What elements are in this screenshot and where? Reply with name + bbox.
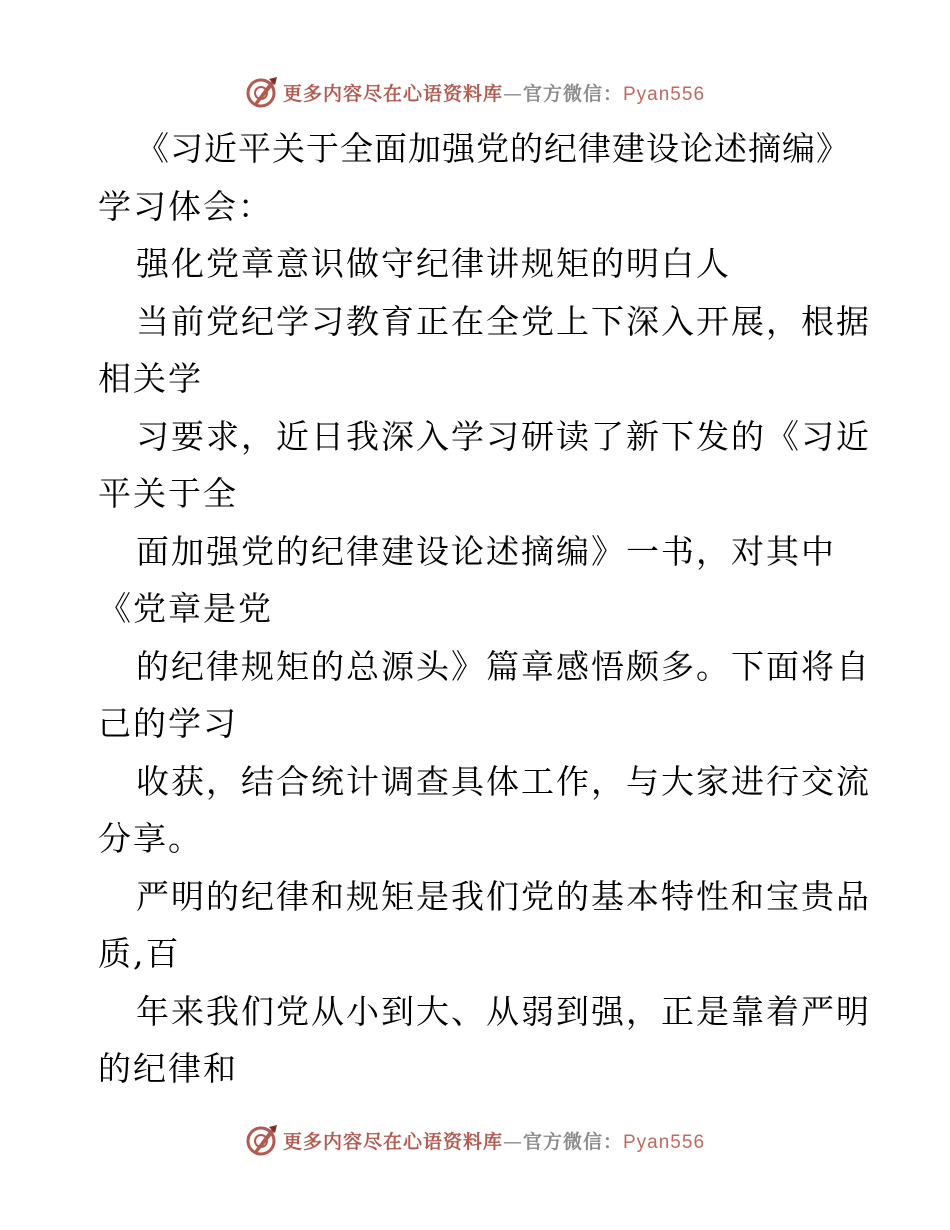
doc-line: 的纪律规矩的总源头》篇章感悟颇多。下面将自 [136,646,871,686]
doc-line: 习要求，近日我深入学习研读了新下发的《习近 [136,416,871,456]
doc-line: 平关于全 [98,474,238,513]
quill-logo-icon [245,1123,279,1157]
quill-logo-icon [245,75,279,109]
doc-line: 年来我们党从小到大、从弱到强，正是靠着严明 [136,991,871,1031]
footer-banner [0,1120,950,1160]
doc-line: 己的学习 [98,704,238,743]
footer-wechat-label: 官方微信： [522,1130,623,1153]
header-wechat-label: 官方微信： [522,82,623,105]
footer-prefix: 更多内容尽在心语资料库 [282,1130,503,1153]
header-dash: — [502,82,523,105]
doc-line: 相关学 [98,359,203,398]
doc-line-title-1: 《习近平关于全面加强党的纪律建设论述摘编》 [136,129,850,168]
doc-line: 严明的纪律和规矩是我们党的基本特性和宝贵品 [136,876,871,916]
doc-line-title-2: 学习体会： [98,186,273,226]
doc-line: 收获，结合统计调查具体工作，与大家进行交流 [136,761,871,801]
doc-line: 质,百 [98,934,181,973]
footer-wechat-id: Pyan556 [623,1131,706,1153]
doc-line: 的纪律和 [98,1049,238,1088]
doc-line: 面加强党的纪律建设论述摘编》一书，对其中 [136,531,836,571]
doc-line-subtitle: 强化党章意识做守纪律讲规矩的明白人 [136,244,731,283]
document-body [98,120,871,1098]
doc-line: 当前党纪学习教育正在全党上下深入开展，根据 [136,301,871,341]
footer-text [283,1127,705,1154]
footer-dash: — [502,1130,523,1153]
header-text [283,79,705,106]
header-prefix: 更多内容尽在心语资料库 [282,82,503,105]
doc-line: 分享。 [98,819,203,858]
header-wechat-id: Pyan556 [623,83,706,105]
doc-line: 《党章是党 [98,589,273,628]
header-banner [0,72,950,112]
